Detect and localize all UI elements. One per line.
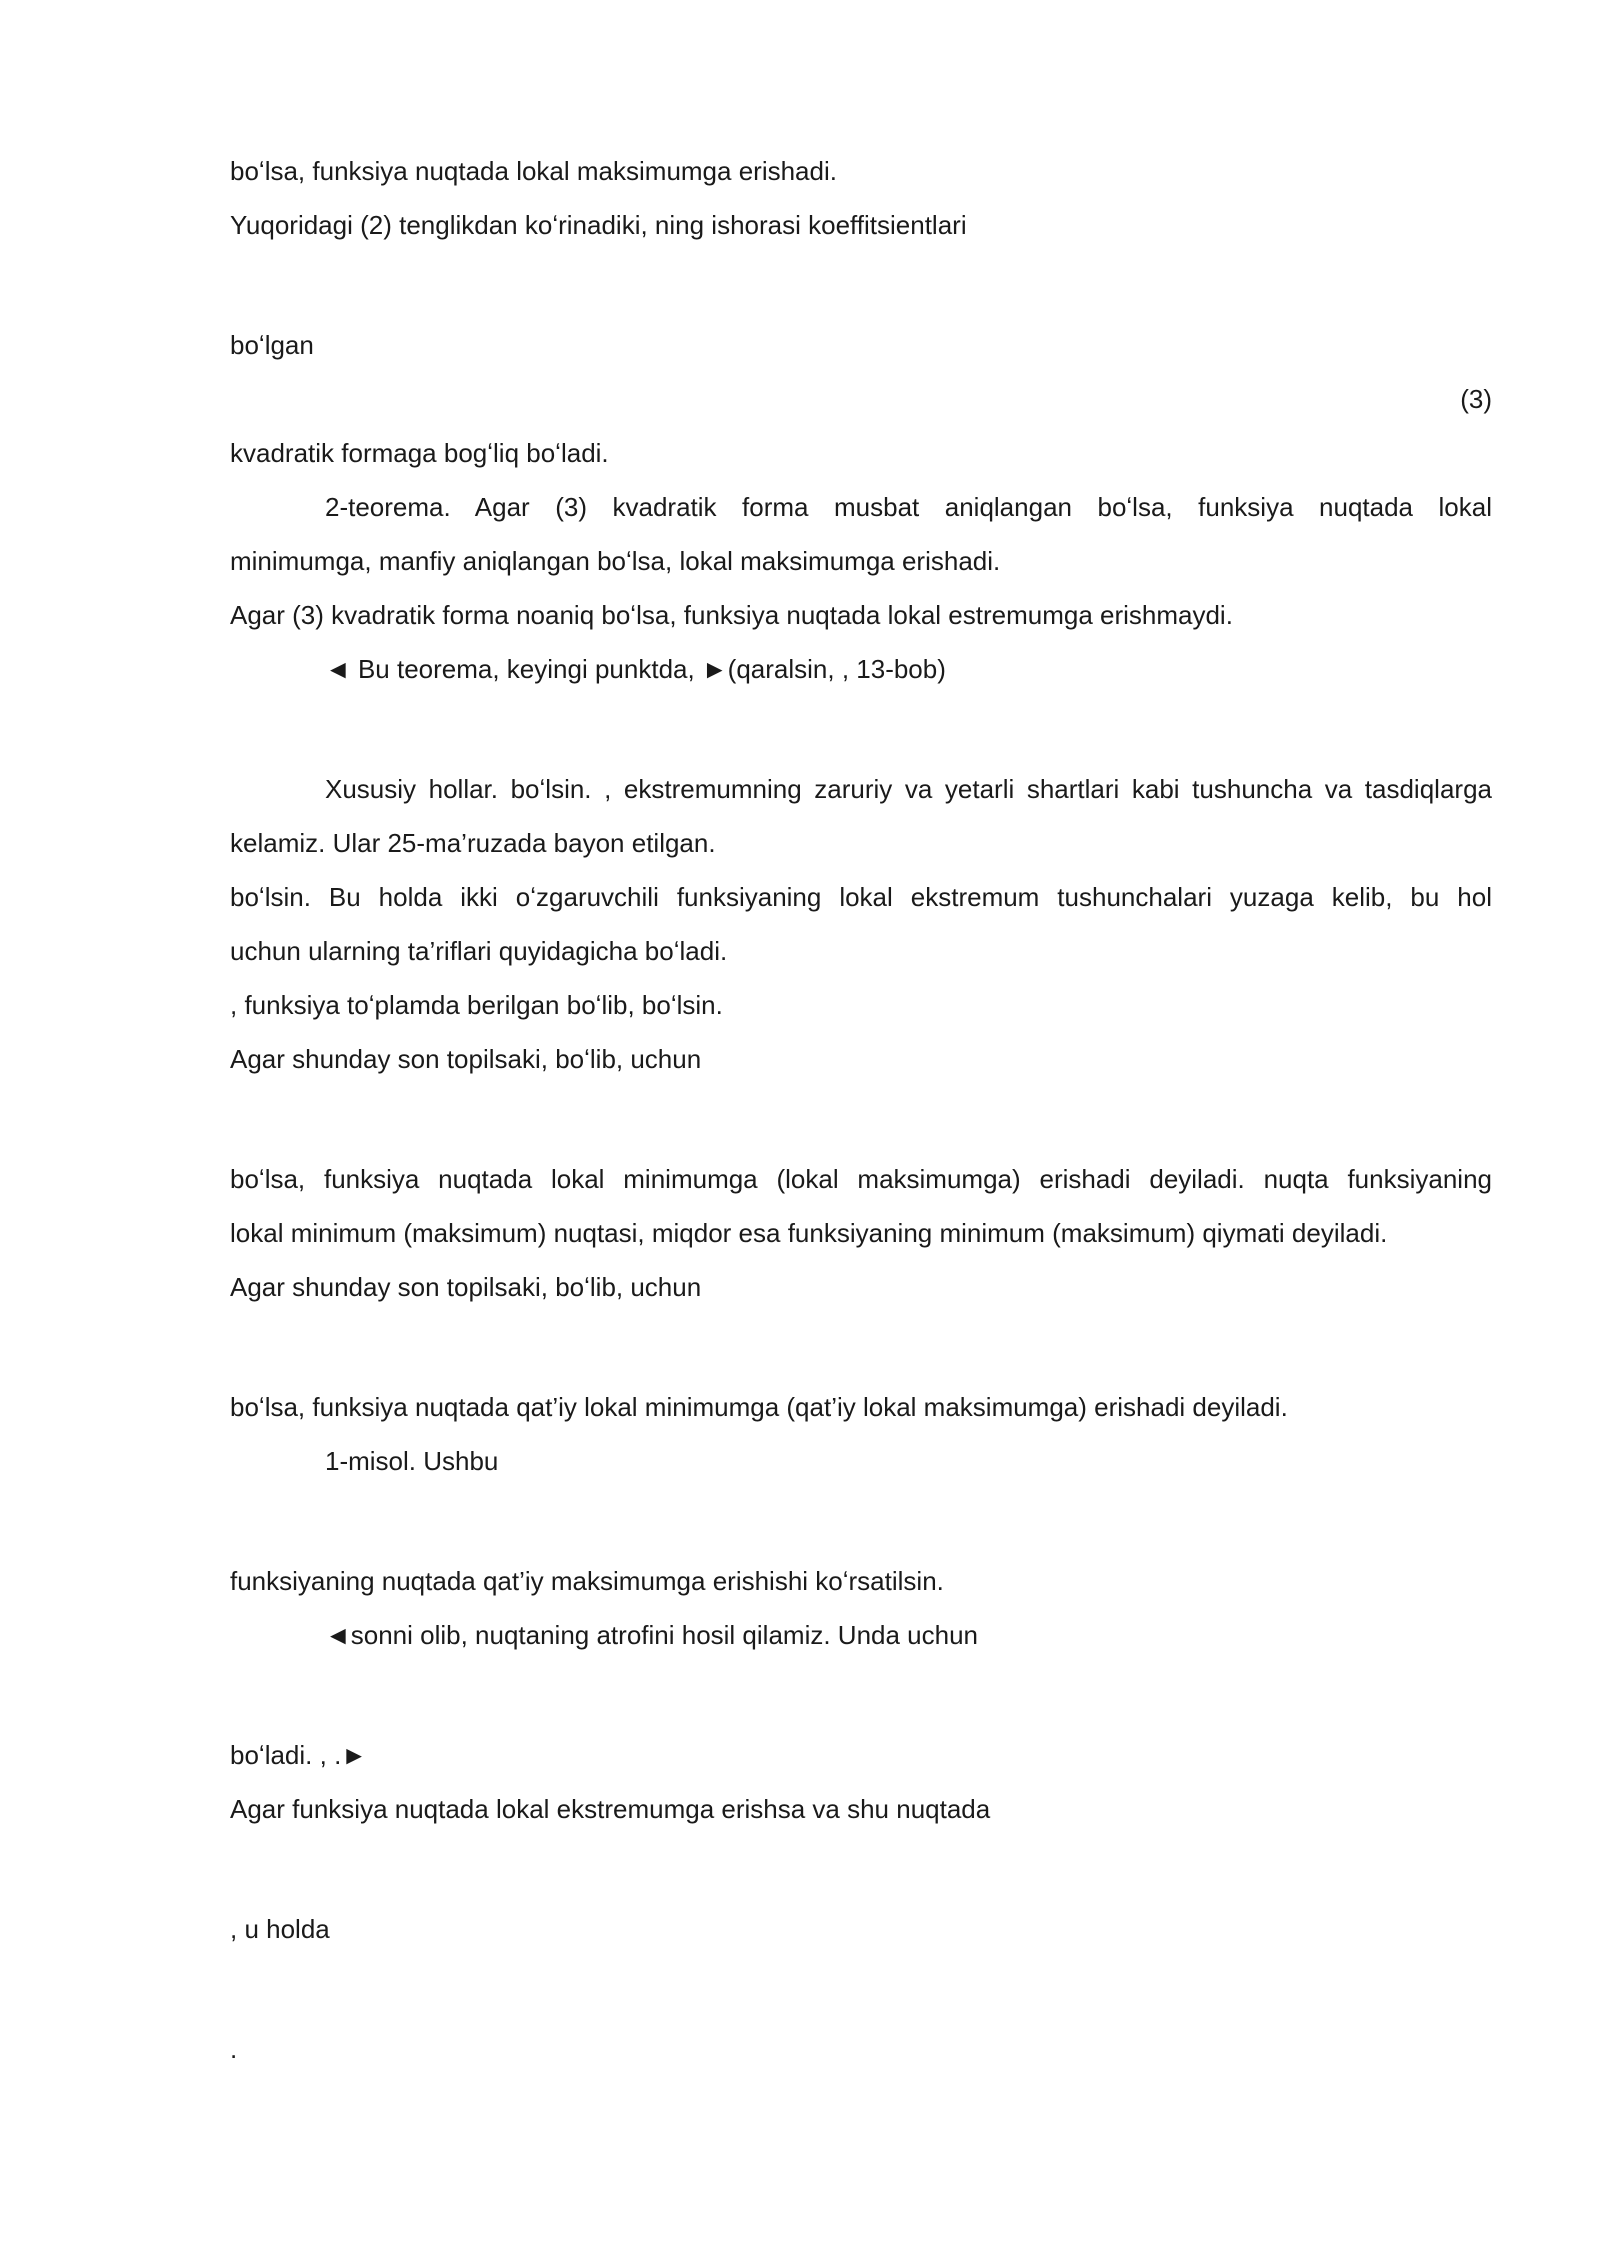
example-line: 1-misol. Ushbu xyxy=(325,1446,499,1476)
paragraph-line: , funksiya toʻplamda berilgan boʻlib, boʻlsin. xyxy=(230,990,723,1020)
paragraph-line: uchun ularning ta’riflari quyidagicha boʻladi. xyxy=(230,936,728,966)
paragraph-line: boʻlsa, funksiya nuqtada lokal minimumga (lokal maksimumga) erishadi deyiladi. nuqta funksiyaning xyxy=(230,1164,1492,1194)
equation-number: (3) xyxy=(1460,384,1492,414)
paragraph-line: boʻladi. , .► xyxy=(230,1740,368,1770)
paragraph-line: lokal minimum (maksimum) nuqtasi, miqdor esa funksiyaning minimum (maksimum) qiymati deyiladi. xyxy=(230,1218,1388,1248)
theorem-line: 2-teorema. Agar (3) kvadratik forma musbat aniqlangan boʻlsa, funksiya nuqtada lokal xyxy=(325,492,1492,522)
paragraph-line: Agar (3) kvadratik forma noaniq boʻlsa, funksiya nuqtada lokal estremumga erishmaydi. xyxy=(230,600,1233,630)
paragraph-line: . xyxy=(230,2034,238,2064)
paragraph-line: minimumga, manfiy aniqlangan boʻlsa, lokal maksimumga erishadi. xyxy=(230,546,1001,576)
paragraph-line: boʻlsa, funksiya nuqtada qat’iy lokal minimumga (qat’iy lokal maksimumga) erishadi deyiladi. xyxy=(230,1392,1288,1422)
paragraph-line: Agar shunday son topilsaki, boʻlib, uchun xyxy=(230,1044,702,1074)
paragraph-line: , u holda xyxy=(230,1914,330,1944)
paragraph-line: Agar shunday son topilsaki, boʻlib, uchun xyxy=(230,1272,702,1302)
proof-line: ◄ Bu teorema, keyingi punktda, ►(qaralsin, , 13-bob) xyxy=(325,654,946,684)
paragraph-line: boʻlsin. Bu holda ikki oʻzgaruvchili funksiyaning lokal ekstremum tushunchalari yuzaga kelib, bu hol xyxy=(230,882,1492,912)
paragraph-line: Xususiy hollar. boʻlsin. , ekstremumning zaruriy va yetarli shartlari kabi tushuncha va tasdiqlarga xyxy=(325,774,1492,804)
paragraph-line: Yuqoridagi (2) tenglikdan koʻrinadiki, ning ishorasi koeffitsientlari xyxy=(230,210,967,240)
paragraph-line: boʻlgan xyxy=(230,330,314,360)
paragraph-line: kelamiz. Ular 25-ma’ruzada bayon etilgan. xyxy=(230,828,716,858)
paragraph-line: boʻlsa, funksiya nuqtada lokal maksimumga erishadi. xyxy=(230,156,837,186)
paragraph-line: funksiyaning nuqtada qat’iy maksimumga erishishi koʻrsatilsin. xyxy=(230,1566,944,1596)
proof-line: ◄sonni olib, nuqtaning atrofini hosil qilamiz. Unda uchun xyxy=(325,1620,979,1650)
paragraph-line: kvadratik formaga bogʻliq boʻladi. xyxy=(230,438,609,468)
paragraph-line: Agar funksiya nuqtada lokal ekstremumga erishsa va shu nuqtada xyxy=(230,1794,991,1824)
